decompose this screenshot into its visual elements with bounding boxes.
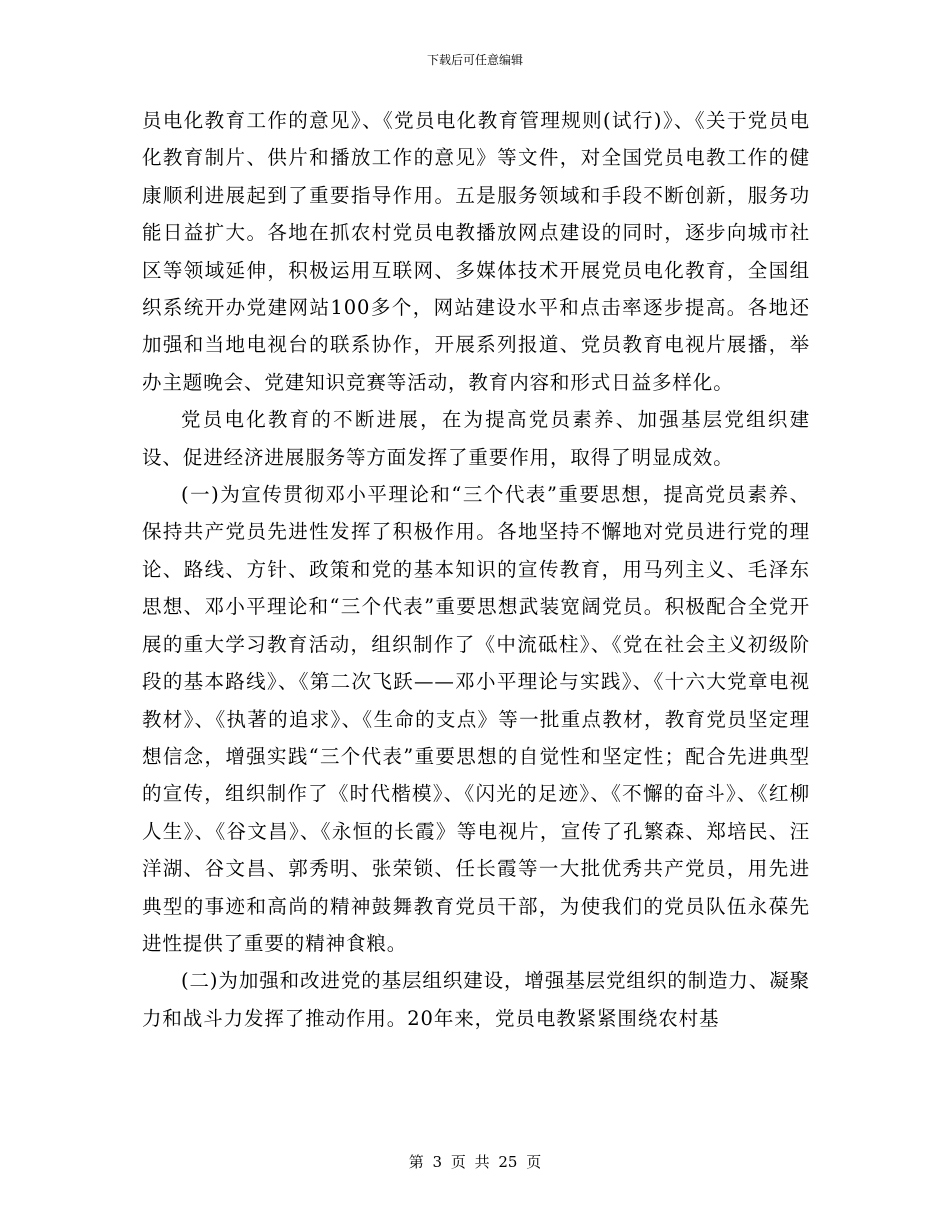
paragraph-4: (二)为加强和改进党的基层组织建设，增强基层党组织的制造力、凝聚力和战斗力发挥了推动作用。20年来，党员电教紧紧围绕农村基 xyxy=(142,969,811,1030)
document-body xyxy=(142,102,810,1037)
page-header: 下载后可任意编辑 xyxy=(426,53,523,67)
paragraph-2: 党员电化教育的不断进展，在为提高党员素养、加强基层党组织建设、促进经济进展服务等方面发挥了重要作用，取得了明显成效。 xyxy=(142,408,810,469)
paragraph-1: 员电化教育工作的意见》、《党员电化教育管理规则(试行)》、《关于党员电化教育制片、供片和播放工作的意见》等文件，对全国党员电教工作的健康顺利进展起到了重要指导作用。五是服务领域和手段不断创新，服务功能日益扩大。各地在抓农村党员电教播放网点建设的同时，逐步向城市社区等领域延伸，积极运用互联网、多媒体技术开展党员电化教育，全国组织系统开办党建网站100多个，网站建设水平和点击率逐步提高。各地还加强和当地电视台的联系协作，开展系列报道、党员教育电视片展播，举办主题晚会、党建知识竞赛等活动，教育内容和形式日益多样化。 xyxy=(142,109,810,394)
paragraph-3: (一)为宣传贯彻邓小平理论和“三个代表”重要思想，提高党员素养、保持共产党员先进性发挥了积极作用。各地坚持不懈地对党员进行党的理论、路线、方针、政策和党的基本知识的宣传教育，用马列主义、毛泽东思想、邓小平理论和“三个代表”重要思想武装宽阔党员。积极配合全党开展的重大学习教育活动，组织制作了《中流砥柱》、《党在社会主义初级阶段的基本路线》、《第二次飞跃——邓小平理论与实践》、《十六大党章电视教材》、《执著的追求》、《生命的支点》等一批重点教材，教育党员坚定理想信念，增强实践“三个代表”重要思想的自觉性和坚定性；配合先进典型的宣传，组织制作了《时代楷模》、《闪光的足迹》、《不懈的奋斗》、《红柳人生》、《谷文昌》、《永恒的长霞》等电视片，宣传了孔繁森、郑培民、汪洋湖、谷文昌、郭秀明、张荣锁、任长霞等一大批优秀共产党员，用先进典型的事迹和高尚的精神鼓舞教育党员干部，为使我们的党员队伍永葆先进性提供了重要的精神食粮。 xyxy=(142,483,810,955)
page-footer: 第 3 页 共 25 页 xyxy=(408,1153,542,1171)
